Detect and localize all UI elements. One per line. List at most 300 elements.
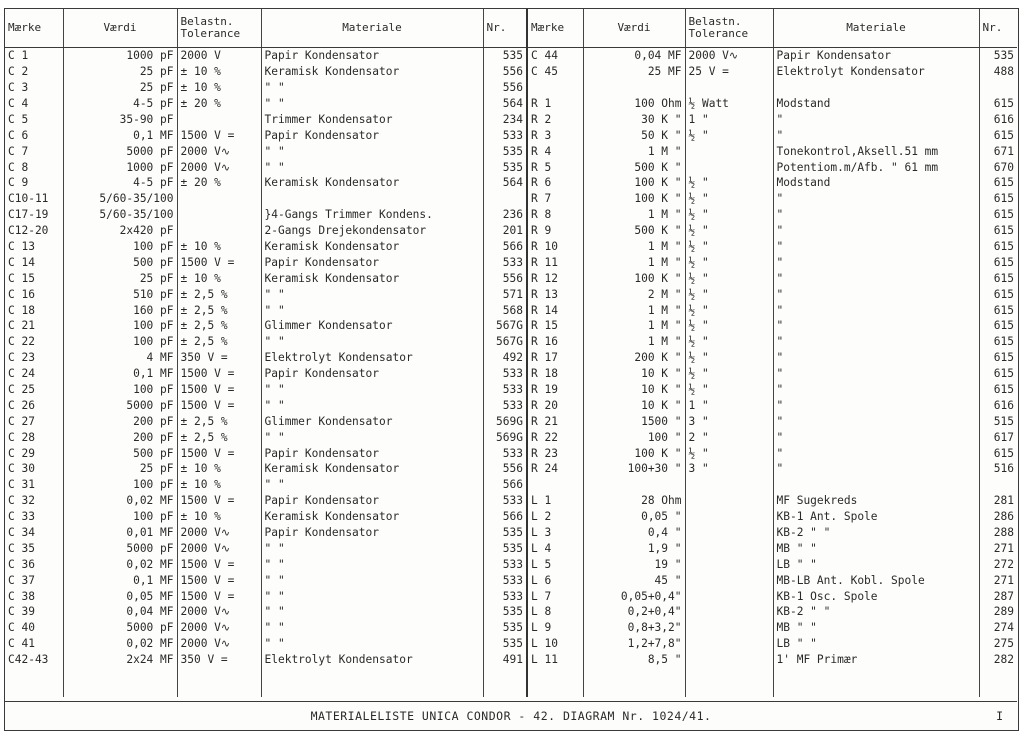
right-maerke-cell: R 22 [527, 429, 583, 445]
right-belastning-cell: ½ " [685, 255, 773, 271]
left-materiale-cell: Papir Kondensator [261, 127, 483, 143]
right-materiale-cell: Modstand [773, 96, 979, 112]
left-materiale-cell: " " [261, 159, 483, 175]
filler-cell [685, 668, 773, 697]
left-vaerdi-cell: 100 pF [63, 318, 177, 334]
right-maerke-cell: R 5 [527, 159, 583, 175]
left-nr-cell: 533 [483, 255, 527, 271]
left-belastning-cell: 2000 V∿ [177, 604, 261, 620]
right-vaerdi-cell: 1 M " [583, 143, 685, 159]
header-materiale-left: Materiale [261, 9, 483, 48]
right-vaerdi-cell: 1 M " [583, 239, 685, 255]
left-materiale-cell: Glimmer Kondensator [261, 318, 483, 334]
right-belastning-cell [685, 509, 773, 525]
right-materiale-cell: KB-1 Ant. Spole [773, 509, 979, 525]
left-maerke-cell: C 40 [5, 620, 63, 636]
right-materiale-cell: 1' MF Primær [773, 652, 979, 668]
table-row [5, 366, 1017, 382]
left-maerke-cell: C 39 [5, 604, 63, 620]
right-maerke-cell: R 7 [527, 191, 583, 207]
left-materiale-cell: Elektrolyt Kondensator [261, 350, 483, 366]
right-vaerdi-cell: 1,9 " [583, 541, 685, 557]
right-vaerdi-cell: 50 K " [583, 127, 685, 143]
left-vaerdi-cell: 500 pF [63, 255, 177, 271]
parts-list-sheet [4, 8, 1019, 731]
left-maerke-cell: C 4 [5, 96, 63, 112]
left-nr-cell: 234 [483, 112, 527, 128]
header-vaerdi-right: Værdi [583, 9, 685, 48]
left-belastning-cell: 2000 V∿ [177, 525, 261, 541]
right-belastning-cell [685, 493, 773, 509]
right-vaerdi-cell: 10 K " [583, 382, 685, 398]
right-nr-cell: 271 [993, 573, 1014, 587]
left-materiale-cell: " " [261, 382, 483, 398]
left-materiale-cell: " " [261, 604, 483, 620]
right-nr-cell: 289 [993, 605, 1014, 619]
left-materiale-cell: Keramisk Kondensator [261, 270, 483, 286]
left-nr-cell: 533 [483, 493, 527, 509]
left-vaerdi-cell: 5000 pF [63, 143, 177, 159]
right-maerke-cell: R 6 [527, 175, 583, 191]
right-maerke-cell: L 7 [527, 588, 583, 604]
left-vaerdi-cell: 5/60-35/100 [63, 191, 177, 207]
right-vaerdi-cell: 500 K " [583, 223, 685, 239]
left-maerke-cell: C 28 [5, 429, 63, 445]
right-materiale-cell: " [773, 366, 979, 382]
right-belastning-cell [685, 80, 773, 96]
left-nr-cell: 535 [483, 541, 527, 557]
left-maerke-cell: C 33 [5, 509, 63, 525]
right-belastning-cell: ½ " [685, 270, 773, 286]
left-belastning-cell: 1500 V = [177, 398, 261, 414]
table-row [5, 477, 1017, 493]
right-vaerdi-cell: 25 MF [583, 64, 685, 80]
left-maerke-cell: C 37 [5, 572, 63, 588]
right-vaerdi-cell: 1 M " [583, 207, 685, 223]
left-nr-cell: 567G [483, 334, 527, 350]
right-maerke-cell: R 19 [527, 382, 583, 398]
left-nr-cell: 567G [483, 318, 527, 334]
right-vaerdi-cell: 100 K " [583, 445, 685, 461]
left-maerke-cell: C 41 [5, 636, 63, 652]
left-maerke-cell: C42-43 [5, 652, 63, 668]
right-materiale-cell: " [773, 334, 979, 350]
right-belastning-cell: ½ " [685, 239, 773, 255]
right-maerke-cell: C 44 [527, 48, 583, 64]
filler-cell [177, 668, 261, 697]
table-row [5, 286, 1017, 302]
right-nr-cell: 615 [993, 303, 1014, 317]
left-maerke-cell: C 18 [5, 302, 63, 318]
left-nr-cell: 569G [483, 413, 527, 429]
right-nr-cell: 615 [993, 239, 1014, 253]
left-vaerdi-cell: 0,1 MF [63, 366, 177, 382]
left-maerke-cell: C 26 [5, 398, 63, 414]
right-vaerdi-cell: 10 K " [583, 398, 685, 414]
right-maerke-cell: L 6 [527, 572, 583, 588]
right-nr-cell: 287 [993, 589, 1014, 603]
left-vaerdi-cell: 1000 pF [63, 48, 177, 64]
right-belastning-cell [685, 588, 773, 604]
footer-title: MATERIALELISTE UNICA CONDOR - 42. DIAGRAM Nr. 1024/41. [310, 709, 712, 723]
left-vaerdi-cell: 0,05 MF [63, 588, 177, 604]
page-number: I [996, 709, 1003, 723]
left-nr-cell: 566 [483, 509, 527, 525]
right-vaerdi-cell: 30 K " [583, 112, 685, 128]
left-materiale-cell: " " [261, 302, 483, 318]
right-materiale-cell: " [773, 255, 979, 271]
left-vaerdi-cell: 510 pF [63, 286, 177, 302]
right-vaerdi-cell: 0,2+0,4" [583, 604, 685, 620]
left-nr-cell: 491 [483, 652, 527, 668]
right-vaerdi-cell: 100 K " [583, 175, 685, 191]
right-nr-cell: 615 [993, 224, 1014, 238]
right-nr-cell: 535 [993, 49, 1014, 63]
right-nr-cell: 671 [993, 144, 1014, 158]
left-maerke-cell: C 5 [5, 112, 63, 128]
right-materiale-cell: KB-2 " " [773, 525, 979, 541]
left-nr-cell: 492 [483, 350, 527, 366]
right-belastning-cell [685, 652, 773, 668]
right-materiale-cell [773, 477, 979, 493]
left-belastning-cell: ± 10 % [177, 461, 261, 477]
left-belastning-cell: ± 2,5 % [177, 302, 261, 318]
right-nr-cell: 615 [993, 367, 1014, 381]
right-nr-cell: 488 [993, 65, 1014, 79]
table-row [5, 461, 1017, 477]
left-belastning-cell: 2000 V∿ [177, 636, 261, 652]
right-vaerdi-cell [583, 477, 685, 493]
left-maerke-cell: C 32 [5, 493, 63, 509]
right-belastning-cell: ½ " [685, 191, 773, 207]
right-materiale-cell: " [773, 112, 979, 128]
right-nr-cell: 615 [993, 176, 1014, 190]
left-belastning-cell: 2000 V [177, 48, 261, 64]
table-row [5, 223, 1017, 239]
header-materiale-right: Materiale [773, 9, 979, 48]
left-materiale-cell: " " [261, 541, 483, 557]
right-nr-cell: 615 [993, 335, 1014, 349]
right-vaerdi-cell: 100 " [583, 429, 685, 445]
left-vaerdi-cell: 100 pF [63, 334, 177, 350]
right-vaerdi-cell: 28 Ohm [583, 493, 685, 509]
left-belastning-cell: ± 2,5 % [177, 413, 261, 429]
left-materiale-cell: " " [261, 557, 483, 573]
right-belastning-cell: 25 V = [685, 64, 773, 80]
left-materiale-cell: " " [261, 572, 483, 588]
left-materiale-cell: Papir Kondensator [261, 525, 483, 541]
left-nr-cell: 535 [483, 48, 527, 64]
left-belastning-cell: 1500 V = [177, 127, 261, 143]
right-belastning-cell [685, 572, 773, 588]
left-belastning-cell [177, 223, 261, 239]
left-nr-cell: 533 [483, 445, 527, 461]
right-vaerdi-cell: 19 " [583, 557, 685, 573]
filler-cell [261, 668, 483, 697]
left-vaerdi-cell: 5000 pF [63, 541, 177, 557]
right-materiale-cell: " [773, 429, 979, 445]
right-nr-cell: 670 [993, 160, 1014, 174]
right-materiale-cell: " [773, 223, 979, 239]
left-vaerdi-cell: 4-5 pF [63, 96, 177, 112]
filler-cell [979, 668, 1017, 697]
left-maerke-cell: C 29 [5, 445, 63, 461]
left-belastning-cell: 1500 V = [177, 255, 261, 271]
right-belastning-cell: ½ Watt [685, 96, 773, 112]
left-belastning-cell: 1500 V = [177, 557, 261, 573]
right-vaerdi-cell: 2 M " [583, 286, 685, 302]
right-vaerdi-cell: 100 K " [583, 191, 685, 207]
table-row [5, 429, 1017, 445]
left-maerke-cell: C 34 [5, 525, 63, 541]
left-belastning-cell: ± 10 % [177, 239, 261, 255]
left-vaerdi-cell: 0,02 MF [63, 493, 177, 509]
right-maerke-cell: R 11 [527, 255, 583, 271]
left-nr-cell: 564 [483, 175, 527, 191]
right-materiale-cell: " [773, 398, 979, 414]
left-belastning-cell: ± 20 % [177, 175, 261, 191]
right-nr-cell: 615 [993, 383, 1014, 396]
left-nr-cell: 535 [483, 636, 527, 652]
left-nr-cell: 236 [483, 207, 527, 223]
right-materiale-cell: " [773, 191, 979, 207]
left-vaerdi-cell: 4 MF [63, 350, 177, 366]
left-materiale-cell [261, 191, 483, 207]
filler-cell [583, 668, 685, 697]
table-row [5, 557, 1017, 573]
left-vaerdi-cell: 0,04 MF [63, 604, 177, 620]
left-belastning-cell: ± 2,5 % [177, 286, 261, 302]
left-nr-cell: 535 [483, 159, 527, 175]
left-maerke-cell: C 30 [5, 461, 63, 477]
right-maerke-cell: L 2 [527, 509, 583, 525]
left-maerke-cell: C 8 [5, 159, 63, 175]
right-belastning-cell: 1 " [685, 398, 773, 414]
left-vaerdi-cell: 100 pF [63, 509, 177, 525]
header-nr-left: Nr. [483, 9, 527, 48]
header-belastn-line1: Belastn. [688, 15, 742, 28]
left-belastning-cell: ± 10 % [177, 509, 261, 525]
left-nr-cell: 566 [483, 239, 527, 255]
filler-cell [483, 668, 527, 697]
right-maerke-cell: R 23 [527, 445, 583, 461]
right-materiale-cell: " [773, 413, 979, 429]
left-materiale-cell: Papir Kondensator [261, 493, 483, 509]
right-nr-cell [979, 80, 1017, 96]
left-materiale-cell: Papir Kondensator [261, 445, 483, 461]
right-maerke-cell [527, 80, 583, 96]
footer [5, 701, 1017, 730]
right-nr-cell: 271 [993, 541, 1014, 555]
right-belastning-cell [685, 636, 773, 652]
right-maerke-cell: R 15 [527, 318, 583, 334]
header-tolerance-line2: Tolerance [688, 27, 749, 40]
filler-cell [773, 668, 979, 697]
right-materiale-cell: Tonekontrol,Aksell.51 mm [773, 143, 979, 159]
right-nr-cell: 275 [993, 637, 1014, 651]
right-nr-cell: 272 [993, 557, 1014, 571]
left-belastning-cell: ± 10 % [177, 270, 261, 286]
left-nr-cell: 566 [483, 477, 527, 493]
right-maerke-cell: L 1 [527, 493, 583, 509]
right-maerke-cell: R 10 [527, 239, 583, 255]
right-materiale-cell: LB " " [773, 557, 979, 573]
right-materiale-cell: Elektrolyt Kondensator [773, 64, 979, 80]
left-belastning-cell [177, 191, 261, 207]
left-materiale-cell: Keramisk Kondensator [261, 64, 483, 80]
left-belastning-cell: ± 10 % [177, 80, 261, 96]
right-maerke-cell: R 4 [527, 143, 583, 159]
left-nr-cell: 556 [483, 461, 527, 477]
left-vaerdi-cell: 25 pF [63, 80, 177, 96]
right-maerke-cell: R 18 [527, 366, 583, 382]
left-nr-cell [483, 191, 527, 207]
right-maerke-cell: R 21 [527, 413, 583, 429]
left-materiale-cell: Glimmer Kondensator [261, 413, 483, 429]
left-nr-cell: 535 [483, 143, 527, 159]
right-vaerdi-cell: 500 K " [583, 159, 685, 175]
right-belastning-cell: ½ " [685, 302, 773, 318]
left-belastning-cell [177, 207, 261, 223]
right-nr-cell: 615 [993, 208, 1014, 222]
left-nr-cell: 533 [483, 127, 527, 143]
header-maerke-right: Mærke [527, 9, 583, 48]
left-nr-cell: 533 [483, 572, 527, 588]
left-vaerdi-cell: 100 pF [63, 477, 177, 493]
right-belastning-cell [685, 604, 773, 620]
left-maerke-cell: C17-19 [5, 207, 63, 223]
right-belastning-cell: 3 " [685, 413, 773, 429]
left-belastning-cell: ± 2,5 % [177, 318, 261, 334]
table-row [5, 382, 1017, 398]
left-maerke-cell: C 3 [5, 80, 63, 96]
right-materiale-cell: " [773, 461, 979, 477]
right-maerke-cell: L 8 [527, 604, 583, 620]
header-maerke-left: Mærke [5, 9, 63, 48]
right-materiale-cell: " [773, 286, 979, 302]
left-belastning-cell: 350 V = [177, 350, 261, 366]
left-materiale-cell: Keramisk Kondensator [261, 461, 483, 477]
filler-cell [527, 668, 583, 697]
right-vaerdi-cell: 0,05 " [583, 509, 685, 525]
header-belastning-right [685, 9, 773, 48]
right-maerke-cell: L 3 [527, 525, 583, 541]
left-vaerdi-cell: 0,02 MF [63, 636, 177, 652]
right-belastning-cell: ½ " [685, 127, 773, 143]
right-maerke-cell: R 17 [527, 350, 583, 366]
table-row [5, 445, 1017, 461]
left-belastning-cell: 2000 V∿ [177, 159, 261, 175]
table-row [5, 652, 1017, 668]
right-belastning-cell: ½ " [685, 445, 773, 461]
table-row [5, 127, 1017, 143]
left-belastning-cell: 2000 V∿ [177, 143, 261, 159]
left-nr-cell: 556 [483, 64, 527, 80]
right-nr-cell: 615 [993, 271, 1014, 285]
left-materiale-cell: " " [261, 477, 483, 493]
right-vaerdi-cell: 200 K " [583, 350, 685, 366]
parts-table-body [5, 48, 1017, 698]
left-maerke-cell: C 24 [5, 366, 63, 382]
left-materiale-cell: " " [261, 286, 483, 302]
right-materiale-cell: " [773, 270, 979, 286]
header-belastning-left [177, 9, 261, 48]
left-maerke-cell: C 23 [5, 350, 63, 366]
table-row [5, 64, 1017, 80]
filler-row [5, 668, 1017, 697]
right-maerke-cell: R 24 [527, 461, 583, 477]
left-vaerdi-cell: 25 pF [63, 270, 177, 286]
right-materiale-cell: MB " " [773, 620, 979, 636]
right-nr-cell: 615 [993, 319, 1014, 333]
right-materiale-cell: LB " " [773, 636, 979, 652]
right-vaerdi-cell: 8,5 " [583, 652, 685, 668]
left-vaerdi-cell: 2x420 pF [63, 223, 177, 239]
table-row [5, 112, 1017, 128]
right-vaerdi-cell: 45 " [583, 572, 685, 588]
left-vaerdi-cell: 500 pF [63, 445, 177, 461]
left-maerke-cell: C 14 [5, 255, 63, 271]
right-belastning-cell [685, 620, 773, 636]
left-belastning-cell [177, 112, 261, 128]
right-maerke-cell: C 45 [527, 64, 583, 80]
right-belastning-cell: 2 " [685, 429, 773, 445]
left-belastning-cell: ± 10 % [177, 477, 261, 493]
table-row [5, 80, 1017, 96]
right-maerke-cell: R 3 [527, 127, 583, 143]
left-belastning-cell: ± 20 % [177, 96, 261, 112]
table-row [5, 350, 1017, 366]
left-maerke-cell: C 7 [5, 143, 63, 159]
table-row [5, 191, 1017, 207]
right-maerke-cell: R 13 [527, 286, 583, 302]
left-maerke-cell: C 25 [5, 382, 63, 398]
right-materiale-cell: MB-LB Ant. Kobl. Spole [773, 572, 979, 588]
right-materiale-cell: " [773, 239, 979, 255]
table-row [5, 143, 1017, 159]
right-vaerdi-cell: 100+30 " [583, 461, 685, 477]
right-nr-cell: 615 [993, 446, 1014, 460]
left-vaerdi-cell: 25 pF [63, 461, 177, 477]
table-row [5, 175, 1017, 191]
left-nr-cell: 568 [483, 302, 527, 318]
table-row [5, 493, 1017, 509]
right-nr-cell: 281 [993, 494, 1014, 508]
right-belastning-cell [685, 541, 773, 557]
right-maerke-cell: R 8 [527, 207, 583, 223]
left-maerke-cell: C 6 [5, 127, 63, 143]
left-materiale-cell: Papir Kondensator [261, 366, 483, 382]
table-row [5, 48, 1017, 64]
left-belastning-cell: 1500 V = [177, 445, 261, 461]
right-maerke-cell: L 5 [527, 557, 583, 573]
left-maerke-cell: C10-11 [5, 191, 63, 207]
parts-table [5, 9, 1017, 697]
right-nr-cell: 282 [993, 653, 1014, 667]
header-vaerdi-left: Værdi [63, 9, 177, 48]
right-vaerdi-cell: 1 M " [583, 302, 685, 318]
right-belastning-cell: ½ " [685, 334, 773, 350]
left-nr-cell: 535 [483, 525, 527, 541]
left-materiale-cell: Elektrolyt Kondensator [261, 652, 483, 668]
left-belastning-cell: ± 10 % [177, 64, 261, 80]
right-vaerdi-cell: 0,04 MF [583, 48, 685, 64]
right-belastning-cell: ½ " [685, 382, 773, 398]
right-maerke-cell: R 20 [527, 398, 583, 414]
right-materiale-cell [773, 80, 979, 96]
right-maerke-cell: R 1 [527, 96, 583, 112]
right-vaerdi-cell: 1 M " [583, 318, 685, 334]
